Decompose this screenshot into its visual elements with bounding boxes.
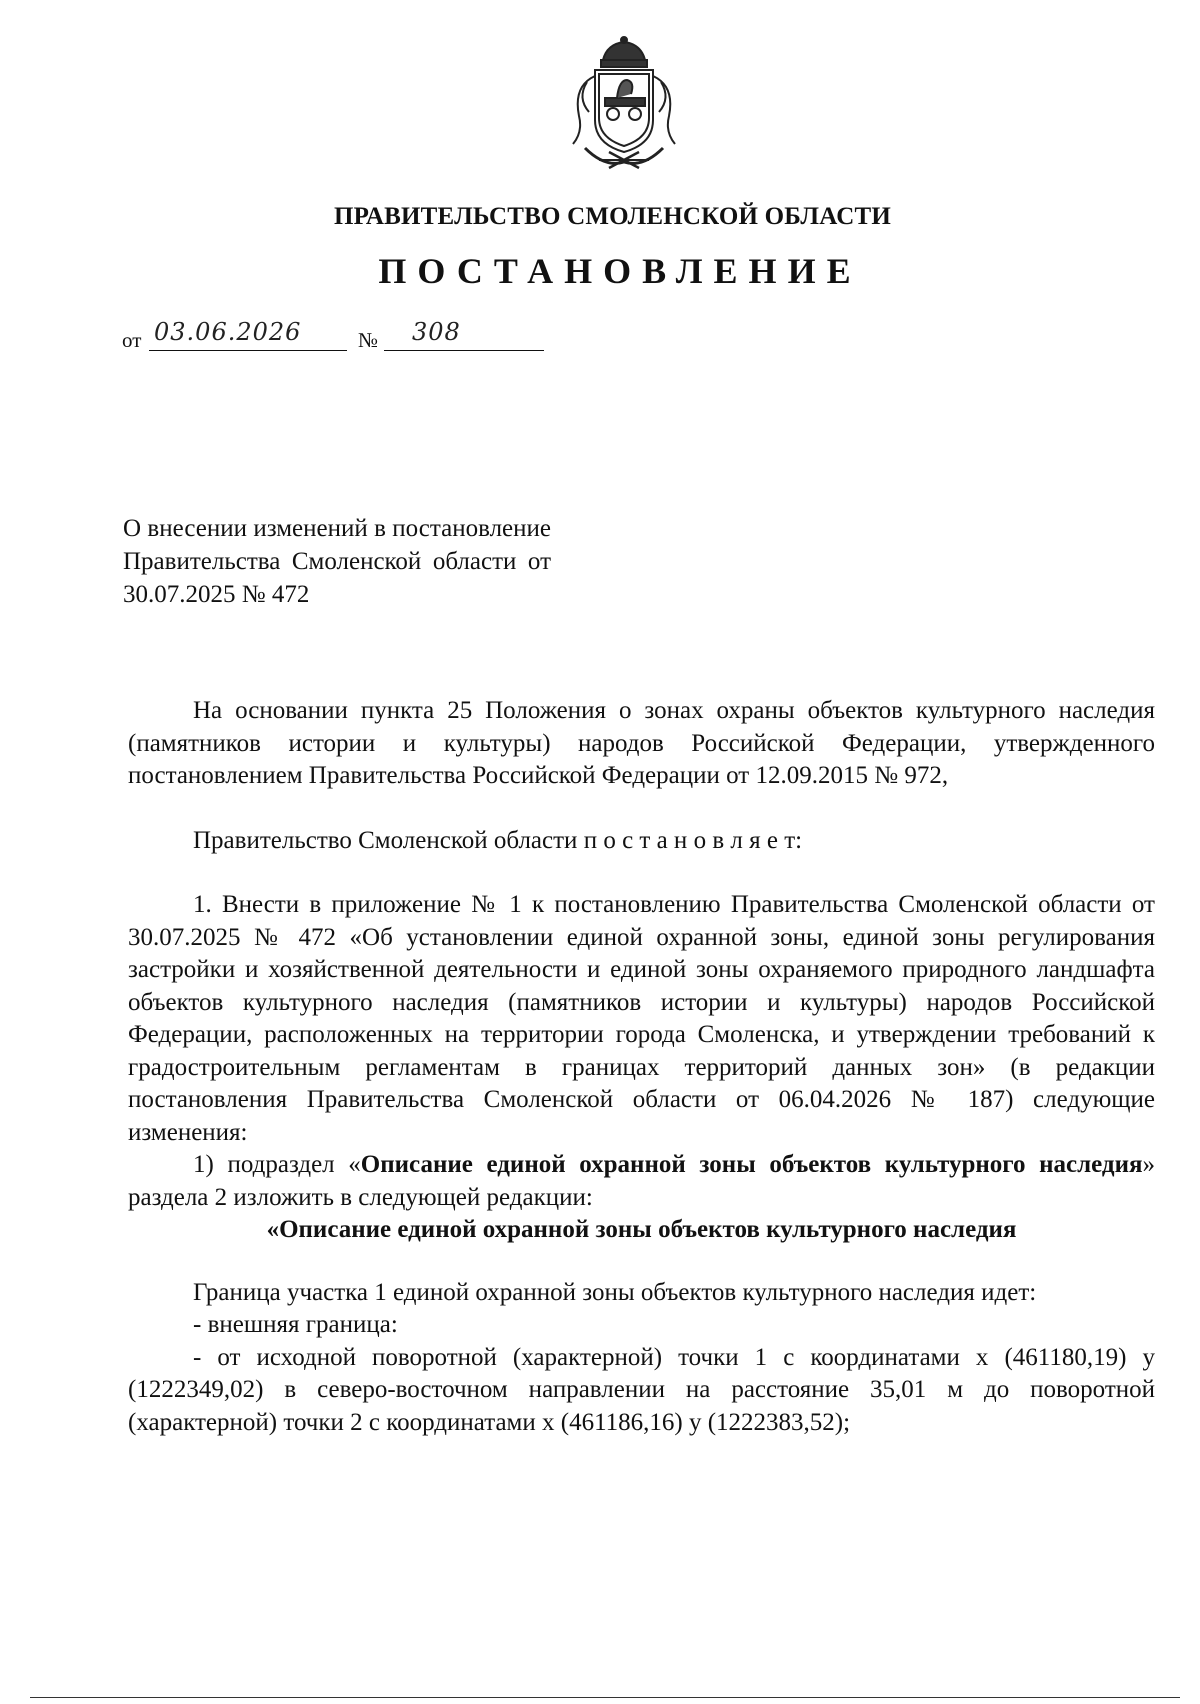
resolves-subject: Правительство Смоленской области bbox=[193, 826, 578, 854]
preamble-paragraph: На основании пункта 25 Положения о зонах охраны объектов культурного наследия (памятников истории и культуры) народов Российской Федерации, утвержденного постановлением Правительства Российской Федерации от 12.09.2015 № 972, bbox=[128, 697, 1155, 789]
outer-boundary-paragraph: - внешняя граница: bbox=[193, 1311, 398, 1338]
page-bottom-rule bbox=[30, 1697, 1180, 1698]
subitem-1-bold-title: Описание единой охранной зоны объектов культурного наследия bbox=[360, 1151, 1143, 1178]
number-handwritten: 308 bbox=[412, 318, 461, 346]
item-1-paragraph: 1. Внести в приложение № 1 к постановлению Правительства Смоленской области от 30.07.2025 № 472 «Об установлении единой охранной зоны, единой зоны регулирования застройки и хозяйственной деятельности и единой зоны охраняемого природного ландшафта объектов культурного наследия (памятников истории и культуры) народов Российской Федерации, расположенных на территории города Смоленска, и утверждении требований к градостроительным регламентам в границах территорий данных зон» (в редакции постановления Правительства Смоленской области от 06.04.2026 № 187) следующие изменения: bbox=[128, 891, 1155, 1146]
resolves-verb: п о с т а н о в л я е т: bbox=[583, 826, 803, 854]
resolves-paragraph bbox=[128, 825, 1155, 858]
subitem-1-prefix: 1) подраздел « bbox=[193, 1151, 361, 1178]
point-1-paragraph: - от исходной поворотной (характерной) точки 1 с координатами x (461180,19) y (1222349,02) в северо-восточном направлении на расстояние 35,01 м до поворотной (характерной) точки 2 с координатами x (461186,16) y (1222383,52); bbox=[128, 1343, 1155, 1436]
boundary-intro-paragraph: Граница участка 1 единой охранной зоны объектов культурного наследия идет: bbox=[193, 1278, 1037, 1306]
subitem-1-suffix: » раздела 2 изложить в следующей редакции: bbox=[128, 1151, 1155, 1211]
date-underline bbox=[149, 350, 347, 351]
government-name: ПРАВИТЕЛЬСТВО СМОЛЕНСКОЙ ОБЛАСТИ bbox=[333, 203, 891, 230]
number-underline bbox=[384, 350, 544, 351]
document-body bbox=[128, 695, 1155, 1439]
date-from-label: от bbox=[122, 328, 142, 352]
document-type-title: ПОСТАНОВЛЕНИЕ bbox=[378, 251, 862, 291]
subitem-1-paragraph bbox=[128, 1149, 1155, 1214]
coat-of-arms-emblem bbox=[565, 36, 683, 172]
document-subject: О внесении изменений в постановление Правительства Смоленской области от 30.07.2025 № 472 bbox=[123, 515, 551, 608]
section-heading: «Описание единой охранной зоны объектов культурного наследия bbox=[266, 1216, 1017, 1243]
date-handwritten: 03.06.2026 bbox=[154, 318, 302, 346]
number-label: № bbox=[358, 328, 379, 352]
